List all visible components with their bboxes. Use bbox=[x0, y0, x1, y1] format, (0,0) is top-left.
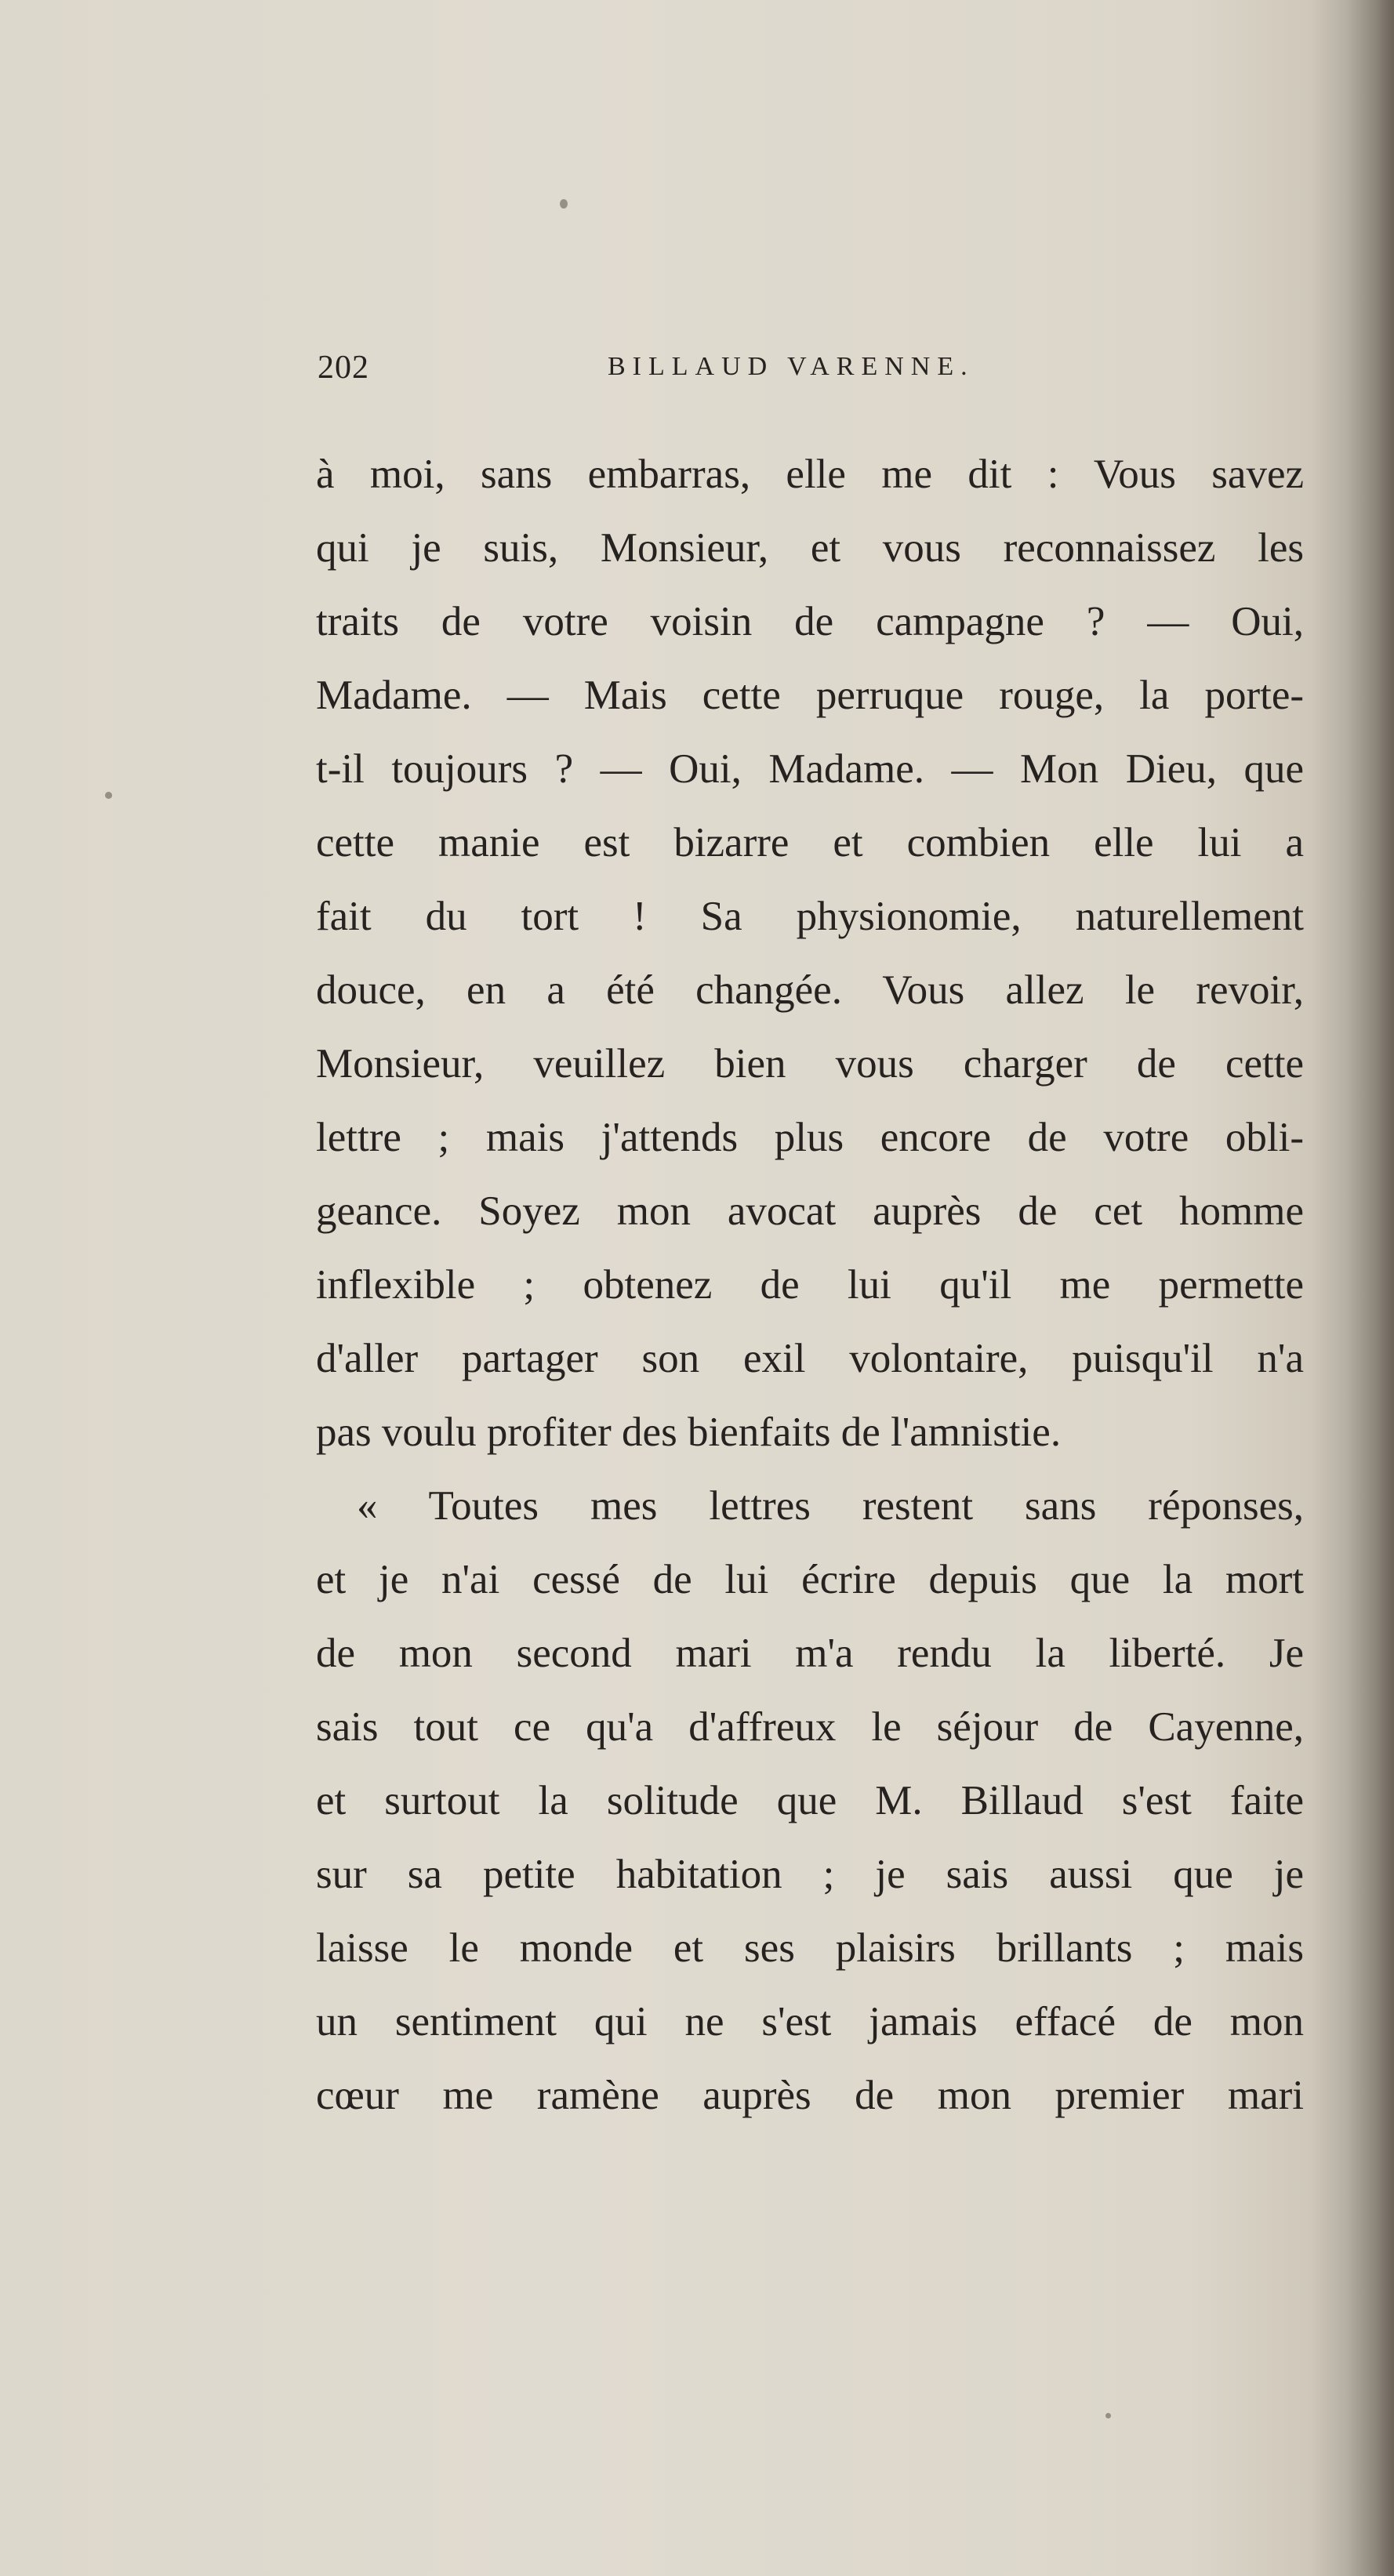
text-line: qui je suis, Monsieur, et vous reconnaissez les bbox=[316, 525, 1304, 571]
text-line: pas voulu profiter des bienfaits de l'amnistie. bbox=[316, 1410, 1062, 1455]
text-line: et surtout la solitude que M. Billaud s'est faite bbox=[316, 1778, 1304, 1823]
text-line: un sentiment qui ne s'est jamais effacé de mon bbox=[316, 1999, 1304, 2044]
paper-speck bbox=[1105, 2413, 1111, 2418]
text-line: « Toutes mes lettres restent sans réponses, bbox=[357, 1483, 1304, 1529]
paper-speck bbox=[560, 199, 568, 209]
text-line: de mon second mari m'a rendu la liberté. Je bbox=[316, 1631, 1304, 1676]
text-line: fait du tort ! Sa physionomie, naturellement bbox=[316, 894, 1304, 939]
text-line: douce, en a été changée. Vous allez le revoir, bbox=[316, 967, 1304, 1013]
paper-speck bbox=[105, 792, 112, 799]
text-line: laisse le monde et ses plaisirs brillants ; mais bbox=[316, 1925, 1304, 1971]
text-line: lettre ; mais j'attends plus encore de votre obli- bbox=[316, 1115, 1304, 1160]
text-line: et je n'ai cessé de lui écrire depuis que la mort bbox=[316, 1557, 1304, 1602]
text-line: à moi, sans embarras, elle me dit : Vous savez bbox=[316, 452, 1304, 497]
page-number: 202 bbox=[318, 350, 369, 386]
text-line: Monsieur, veuillez bien vous charger de cette bbox=[316, 1041, 1304, 1087]
text-line: d'aller partager son exil volontaire, puisqu'il n'a bbox=[316, 1336, 1304, 1381]
running-head bbox=[318, 349, 1307, 388]
text-line: inflexible ; obtenez de lui qu'il me permette bbox=[316, 1262, 1304, 1308]
body-text bbox=[316, 437, 1304, 2132]
text-line: cette manie est bizarre et combien elle lui a bbox=[316, 820, 1304, 865]
text-line: geance. Soyez mon avocat auprès de cet homme bbox=[316, 1188, 1304, 1234]
text-line: sais tout ce qu'a d'affreux le séjour de Cayenne, bbox=[316, 1704, 1304, 1750]
text-line: traits de votre voisin de campagne ? — Oui, bbox=[316, 599, 1304, 644]
text-line: t-il toujours ? — Oui, Madame. — Mon Dieu, que bbox=[316, 746, 1304, 792]
running-title: BILLAUD VARENNE. bbox=[608, 352, 975, 381]
page-edge-shadow bbox=[1347, 0, 1394, 2576]
text-line: cœur me ramène auprès de mon premier mari bbox=[316, 2073, 1304, 2118]
text-line: sur sa petite habitation ; je sais aussi que je bbox=[316, 1852, 1304, 1897]
text-line: Madame. — Mais cette perruque rouge, la porte- bbox=[316, 673, 1304, 718]
